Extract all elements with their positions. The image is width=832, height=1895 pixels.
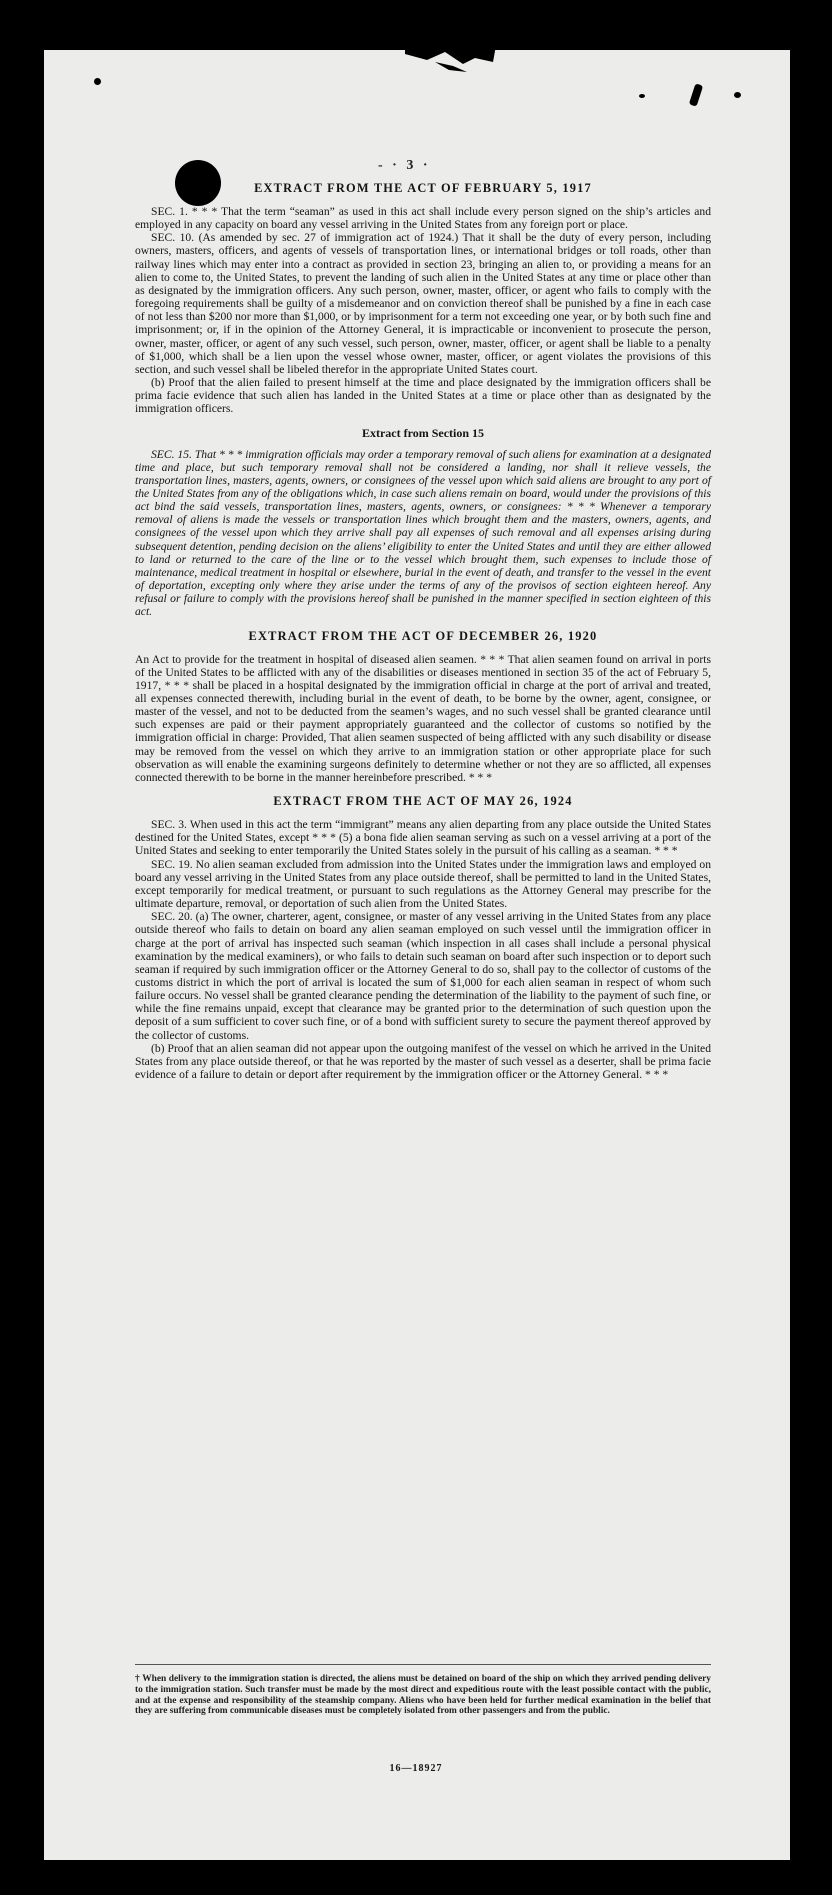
paragraph-sec-20b: (b) Proof that an alien seaman did not appear upon the outgoing manifest of the vessel on which he arrived in the United States from any place outside thereof, or that he was reported by the master of such vessel as a deserter, shall be prima facie evidence of a failure to detain or deport after requirement by the immigration officer or the Attorney General. * * * xyxy=(135,1041,711,1082)
paragraph-sec-10b: (b) Proof that the alien failed to present himself at the time and place designated by the immigration officers shall be prima facie evidence that such alien has landed in the United States at a time or place other than as designated by the immigration officers. xyxy=(135,376,711,416)
paragraph-sec-15: SEC. 15. That * * * immigration officials may order a temporary removal of such aliens for examination at a designated time and place, but such temporary removal shall not be considered a landing, nor shall it relieve vessels, the transportation lines, masters, agents, owners, or consignees of the vessel upon which said aliens are brought to any port of the United States from any of the obligations which, in case such aliens remain on board, would under the provisions of this act bind the said vessels, transportation lines, masters, agents, owners, or consignees: * * * Whenever a temporary removal of aliens is made the vessels or transportation lines which brought them and the masters, owners, agents, and consignees of the vessel upon which they arrive shall pay all expenses of such removal and all expenses arising during subsequent detention, pending decision on the aliens’ eligibility to enter the United States and until they are either allowed to land or returned to the care of the line or to the vessel which brought them, such expenses to include those of maintenance, medical treatment in hospital or elsewhere, burial in the event of death, and transfer to the vessel in the event of deportation, excepting only where they arise under the terms of any of the provisos of section eighteen hereof. Any refusal or failure to comply with the provisions hereof shall be punished in the manner specified in section eighteen of this act. xyxy=(135,447,711,619)
ink-mark xyxy=(689,83,703,106)
paragraph-sec-10: SEC. 10. (As amended by sec. 27 of immigration act of 1924.) That it shall be the duty of every person, including owners, masters, officers, and agents of vessels of transportation lines, or international bridges or toll roads, other than railway lines which may enter into a contract as provided in section 23, bringing an alien to, or providing a means for an alien to come to, the United States, to prevent the landing of such alien in the United States at any time or place other than as designated by the immigration officers. Any such person, owner, master, officer, or agent who fails to comply with the foregoing requirements shall be guilty of a misdemeanor and on conviction thereof shall be punished by a fine in each case of not less than $200 nor more than $1,000, or by imprisonment for a term not exceeding one year, or by both such fine and imprisonment; or, if in the opinion of the Attorney General, it is impracticable or inconvenient to prosecute the person, owner, master, officer, or agent of any such vessel, such person, owner, master, officer, or agent shall be liable to a penalty of $1,000, which shall be a lien upon the vessel whose owner, master, officer, or agent violates the provisions of this section, and such vessel shall be libeled therefor in the appropriate United States court. xyxy=(135,231,711,376)
paragraph-sec-20: SEC. 20. (a) The owner, charterer, agent, consignee, or master of any vessel arriving in the United States from any place outside thereof who fails to detain on board any alien seaman employed on such vessel until the immigration officer in charge at the port of arrival has inspected such seaman (which inspection in all cases shall include a personal physical examination by the medical examiners), or who fails to detain such seaman on board after such inspection or to deport such seaman if required by such immigration officer or the Attorney General to do so, shall pay to the collector of customs of the customs district in which the port of arrival is located the sum of $1,000 for each alien seaman in respect of whom such failure occurs. No vessel shall be granted clearance pending the determination of the liability to the payment of such fine, or while the fine remains unpaid, except that clearance may be granted prior to the determination of such question upon the deposit of a sum sufficient to cover such fine, or of a bond with sufficient surety to secure the payment thereof approved by the collector of customs. xyxy=(135,910,711,1042)
heading-section-15: Extract from Section 15 xyxy=(361,425,485,440)
paragraph-sec-19: SEC. 19. No alien seaman excluded from admission into the United States under the immigration laws and employed on board any vessel arriving in the United States from any place outside thereof, shall be permitted to land in the United States, except temporarily for medical treatment, or pursuant to such regulations as the Attorney General may prescribe for the ultimate departure, removal, or deportation of such alien from the United States. xyxy=(135,857,711,911)
speck xyxy=(734,92,741,98)
speck xyxy=(639,94,645,98)
stamp-mark: - · 3 · xyxy=(378,158,431,173)
paragraph-sec-1: SEC. 1. * * * That the term “seaman” as used in this act shall include every person signed on the ship’s articles and employed in any capacity on board any vessel arriving in the United States from any foreign port or place. xyxy=(135,205,711,232)
heading-feb-1917: EXTRACT FROM THE ACT OF FEBRUARY 5, 1917 xyxy=(254,181,592,195)
document-body xyxy=(135,181,711,1081)
footnote-divider xyxy=(135,1664,711,1665)
torn-edge xyxy=(405,40,497,76)
speck xyxy=(94,78,101,85)
form-number: 16—18927 xyxy=(389,1763,443,1774)
footnote: † When delivery to the immigration station is directed, the aliens must be detained on board of the ship on which they arrived pending delivery to the immigration station. Such transfer must be made by the most direct and expeditious route with the least possible contact with the public, and at the expense and responsibility of the steamship company. Aliens who have been held for further medical examination in the belief that they are suffering from communicable diseases must be completely isolated from other passengers and from the public. xyxy=(135,1674,711,1717)
paragraph-sec-3: SEC. 3. When used in this act the term “immigrant” means any alien departing from any place outside the United States destined for the United States, except * * * (5) a bona fide alien seaman serving as such on a vessel arriving at a port of the United States and seeking to enter temporarily the United States solely in the pursuit of his calling as a seaman. * * * xyxy=(135,818,711,858)
paragraph-dec-1920: An Act to provide for the treatment in hospital of diseased alien seamen. * * * That alien seamen found on arrival in ports of the United States to be afflicted with any of the disabilities or diseases mentioned in section 35 of the act of February 5, 1917, * * * shall be placed in a hospital designated by the immigration official in charge at the port of arrival and treated, all expenses connected therewith, including burial in the event of death, to be borne by the owner, agent, consignee, or master of the vessel, and not to be deducted from the seamen’s wages, and no such vessel shall be granted clearance until such expenses are paid or their payment appropriately guaranteed and the collector of customs so notified by the immigration official in charge: Provided, That alien seamen suspected of being afflicted with any such disability or disease may be removed from the vessel on which they arrive to an immigration station or other appropriate place for such observation as will enable the examining surgeons definitely to determine whether or not they are so afflicted, all expenses connected therewith to be borne in the manner hereinbefore prescribed. * * * xyxy=(135,652,711,784)
heading-may-1924: EXTRACT FROM THE ACT OF MAY 26, 1924 xyxy=(273,794,573,809)
heading-dec-1920: EXTRACT FROM THE ACT OF DECEMBER 26, 1920 xyxy=(248,628,598,643)
